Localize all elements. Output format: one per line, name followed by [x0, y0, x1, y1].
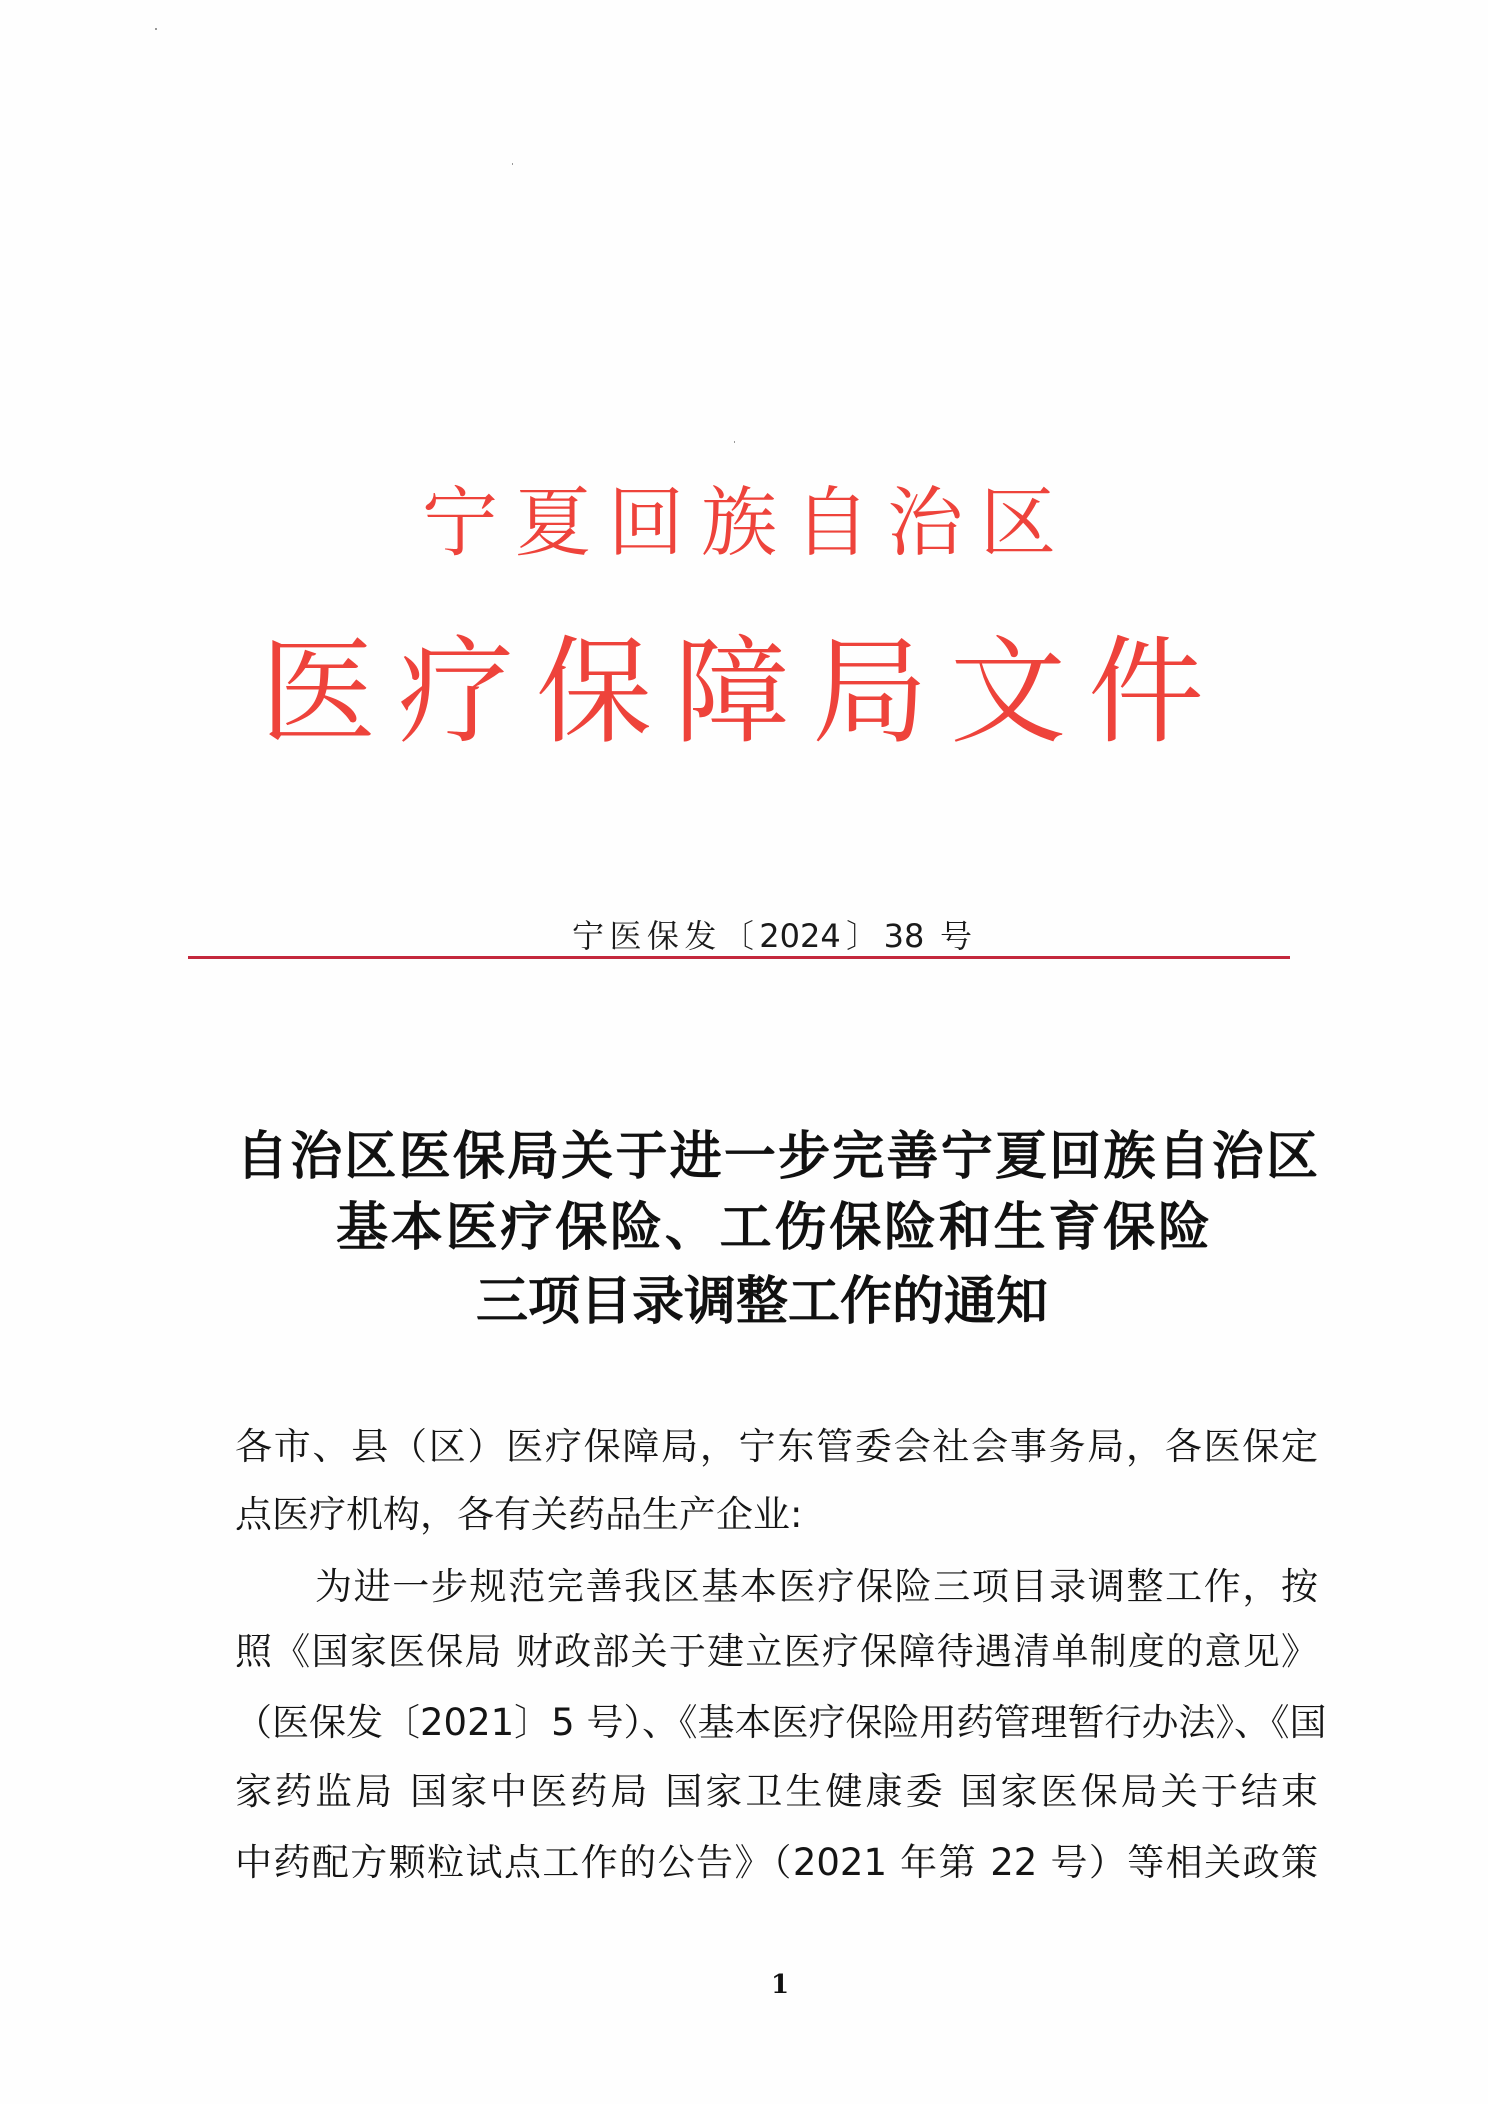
issuer-header-agency: [260, 625, 1232, 760]
red-separator-line: [188, 956, 1290, 959]
issuer-header-line1: 宁夏回族自治区: [422, 478, 1073, 567]
document-title-line1: 自治区医保局关于进一步完善宁夏回族自治区: [236, 1127, 1318, 1187]
document-number: 宁医保发〔2024〕38 号: [572, 917, 972, 955]
scan-speck: [155, 28, 157, 30]
document-title-line3: 三项目录调整工作的通知: [476, 1272, 1049, 1332]
body-line: （医保发〔2021〕5 号）、《基本医疗保险用药管理暂行办法》、《国: [235, 1701, 1327, 1744]
body-line: 为进一步规范完善我区基本医疗保险三项目录调整工作，按: [315, 1565, 1318, 1608]
body-line: 家药监局 国家中医药局 国家卫生健康委 国家医保局关于结束: [235, 1770, 1318, 1813]
issuer-header-line2: 医疗保障局文件: [260, 625, 1226, 760]
document-title-line2: 基本医疗保险、工伤保险和生育保险: [336, 1198, 1210, 1258]
body-line: 照《国家医保局 财政部关于建立医疗保障待遇清单制度的意见》: [235, 1630, 1318, 1673]
issuer-header-region: [422, 478, 1072, 568]
body-line: 各市、县（区）医疗保障局，宁东管委会社会事务局，各医保定: [235, 1425, 1318, 1468]
body-line: 点医疗机构，各有关药品生产企业:: [235, 1493, 803, 1536]
body-line: 中药配方颗粒试点工作的公告》（2021 年第 22 号）等相关政策: [235, 1841, 1318, 1884]
scan-speck: [734, 441, 735, 443]
scan-speck: [512, 163, 513, 165]
page-number: 1: [770, 1970, 790, 2000]
